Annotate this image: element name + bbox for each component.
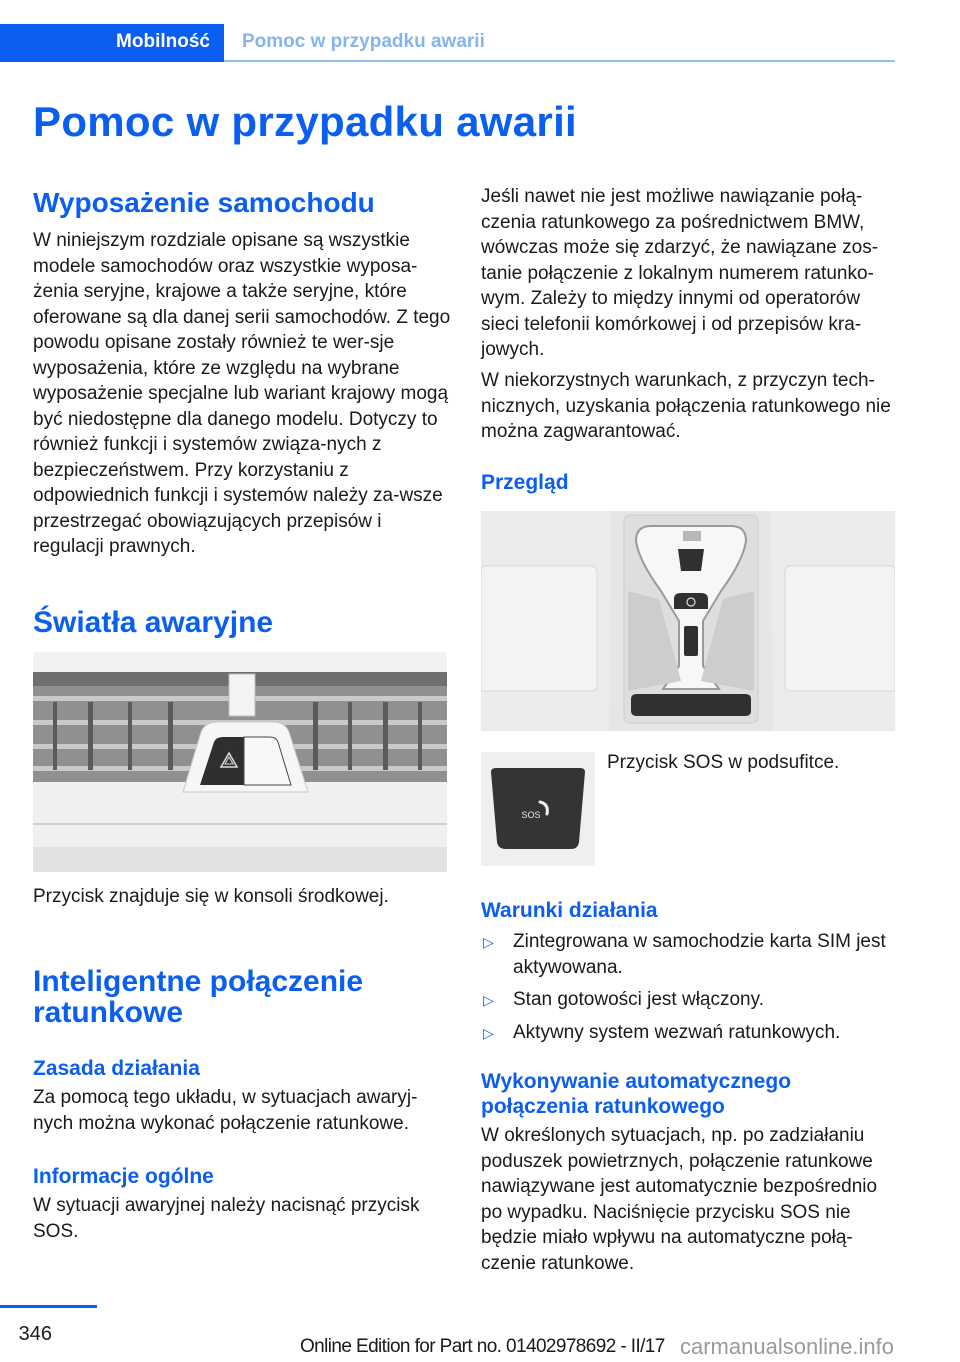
- bullet-triangle-icon: ▷: [483, 1024, 494, 1041]
- general-info-heading: Informacje ogólne: [33, 1165, 214, 1188]
- edition-info: Online Edition for Part no. 01402978692 - II/17: [300, 1336, 665, 1357]
- equipment-heading: Wyposażenie samochodu: [33, 187, 375, 218]
- chapter-label: Mobilność: [116, 31, 210, 52]
- watermark: carmanualsonline.info: [680, 1334, 895, 1359]
- auto-call-section: [481, 1069, 899, 1276]
- emergency-call-heading: Inteligentne połączenie ratunkowe: [33, 965, 364, 1029]
- header-divider: [224, 60, 895, 62]
- principle-text: Za pomocą tego układu, w sytuacjach awaryj-nych można wykonać połączenie ratunkowe.: [33, 1087, 418, 1134]
- list-item: ▷ Aktywny system wezwań ratunkowych.: [481, 1020, 899, 1046]
- conditions-heading: Warunki działania: [481, 899, 658, 922]
- bullet-triangle-icon: ▷: [483, 992, 494, 1008]
- list-item: ▷ Stan gotowości jest włączony.: [481, 987, 899, 1013]
- page-number: 346: [18, 1323, 52, 1345]
- page-title: Pomoc w przypadku awarii: [33, 98, 578, 145]
- bmw-call-paragraph: Jeśli nawet nie jest możliwe nawiązanie połą-czenia ratunkowego za pośrednictwem BMW, wówczas może się zdarzyć, że nawiązane zos-tanie połączenie z lokalnym numerem ratunko-wym. Zależy to między innymi od operatorów sieci telefonii komórkowej i od przepisów kra-jowych.: [481, 186, 879, 360]
- list-item: ▷ Zintegrowana w samochodzie karta SIM jest aktywowana.: [483, 931, 886, 978]
- footer-divider: [0, 1305, 97, 1308]
- principle-section: [33, 1056, 451, 1136]
- overview-heading: Przegląd: [481, 471, 569, 494]
- auto-call-text: W określonych sytuacjach, np. po zadziałaniu poduszek powietrznych, połączenie ratunkowe nawiązywane jest automatycznie bezpośrednio po wypadku. Naciśnięcie przycisku SOS nie będzie miało wpływu na automatyczne połą-czenie ratunkowe.: [481, 1125, 878, 1274]
- chapter-tab: [0, 24, 224, 62]
- section-breadcrumb: Pomoc w przypadku awarii: [242, 31, 485, 52]
- bullet-triangle-icon: ▷: [483, 934, 494, 950]
- hazard-heading: Światła awaryjne: [33, 606, 274, 639]
- hazard-warning-image: [33, 652, 447, 872]
- unfavourable-conditions-paragraph: W niekorzystnych warunkach, z przyczyn tech-nicznych, uzyskania połączenia ratunkowego nie można zagwarantować.: [481, 370, 891, 442]
- equipment-section: [33, 186, 451, 560]
- equipment-text: W niniejszym rozdziale opisane są wszystkie modele samochodów oraz wszystkie wyposa-żenia seryjne, krajowe a także seryjne, które oferowane są dla danej serii samochodów. Z tego powodu opisane zostały również te wer-sje wyposażenia, które ze względu na wybrane wyposażenie specjalne lub wariant krajowy mogą być niedostępne dla danego modelu. Dotyczy to również funkcji i systemów związa-nych z bezpieczeństwem. Przy korzystaniu z odpowiednich funkcji i systemów należy za-wsze przestrzegać obowiązujących przepisów i regulacji prawnych.: [33, 230, 451, 557]
- sos-caption: Przycisk SOS w podsufitce.: [607, 752, 840, 773]
- principle-heading: Zasada działania: [33, 1057, 200, 1080]
- conditions-section: [481, 898, 899, 1052]
- general-info-section: [33, 1164, 451, 1244]
- general-info-text: W sytuacji awaryjnej należy nacisnąć przycisk SOS.: [33, 1195, 420, 1242]
- conditions-list: [481, 929, 899, 1045]
- sos-label: SOS: [521, 810, 541, 820]
- hazard-caption: Przycisk znajduje się w konsoli środkowej.: [33, 886, 389, 907]
- sos-button-image: [481, 752, 595, 866]
- overhead-console-image: [481, 511, 895, 731]
- auto-call-heading: Wykonywanie automatycznego połączenia ratunkowego: [481, 1070, 792, 1118]
